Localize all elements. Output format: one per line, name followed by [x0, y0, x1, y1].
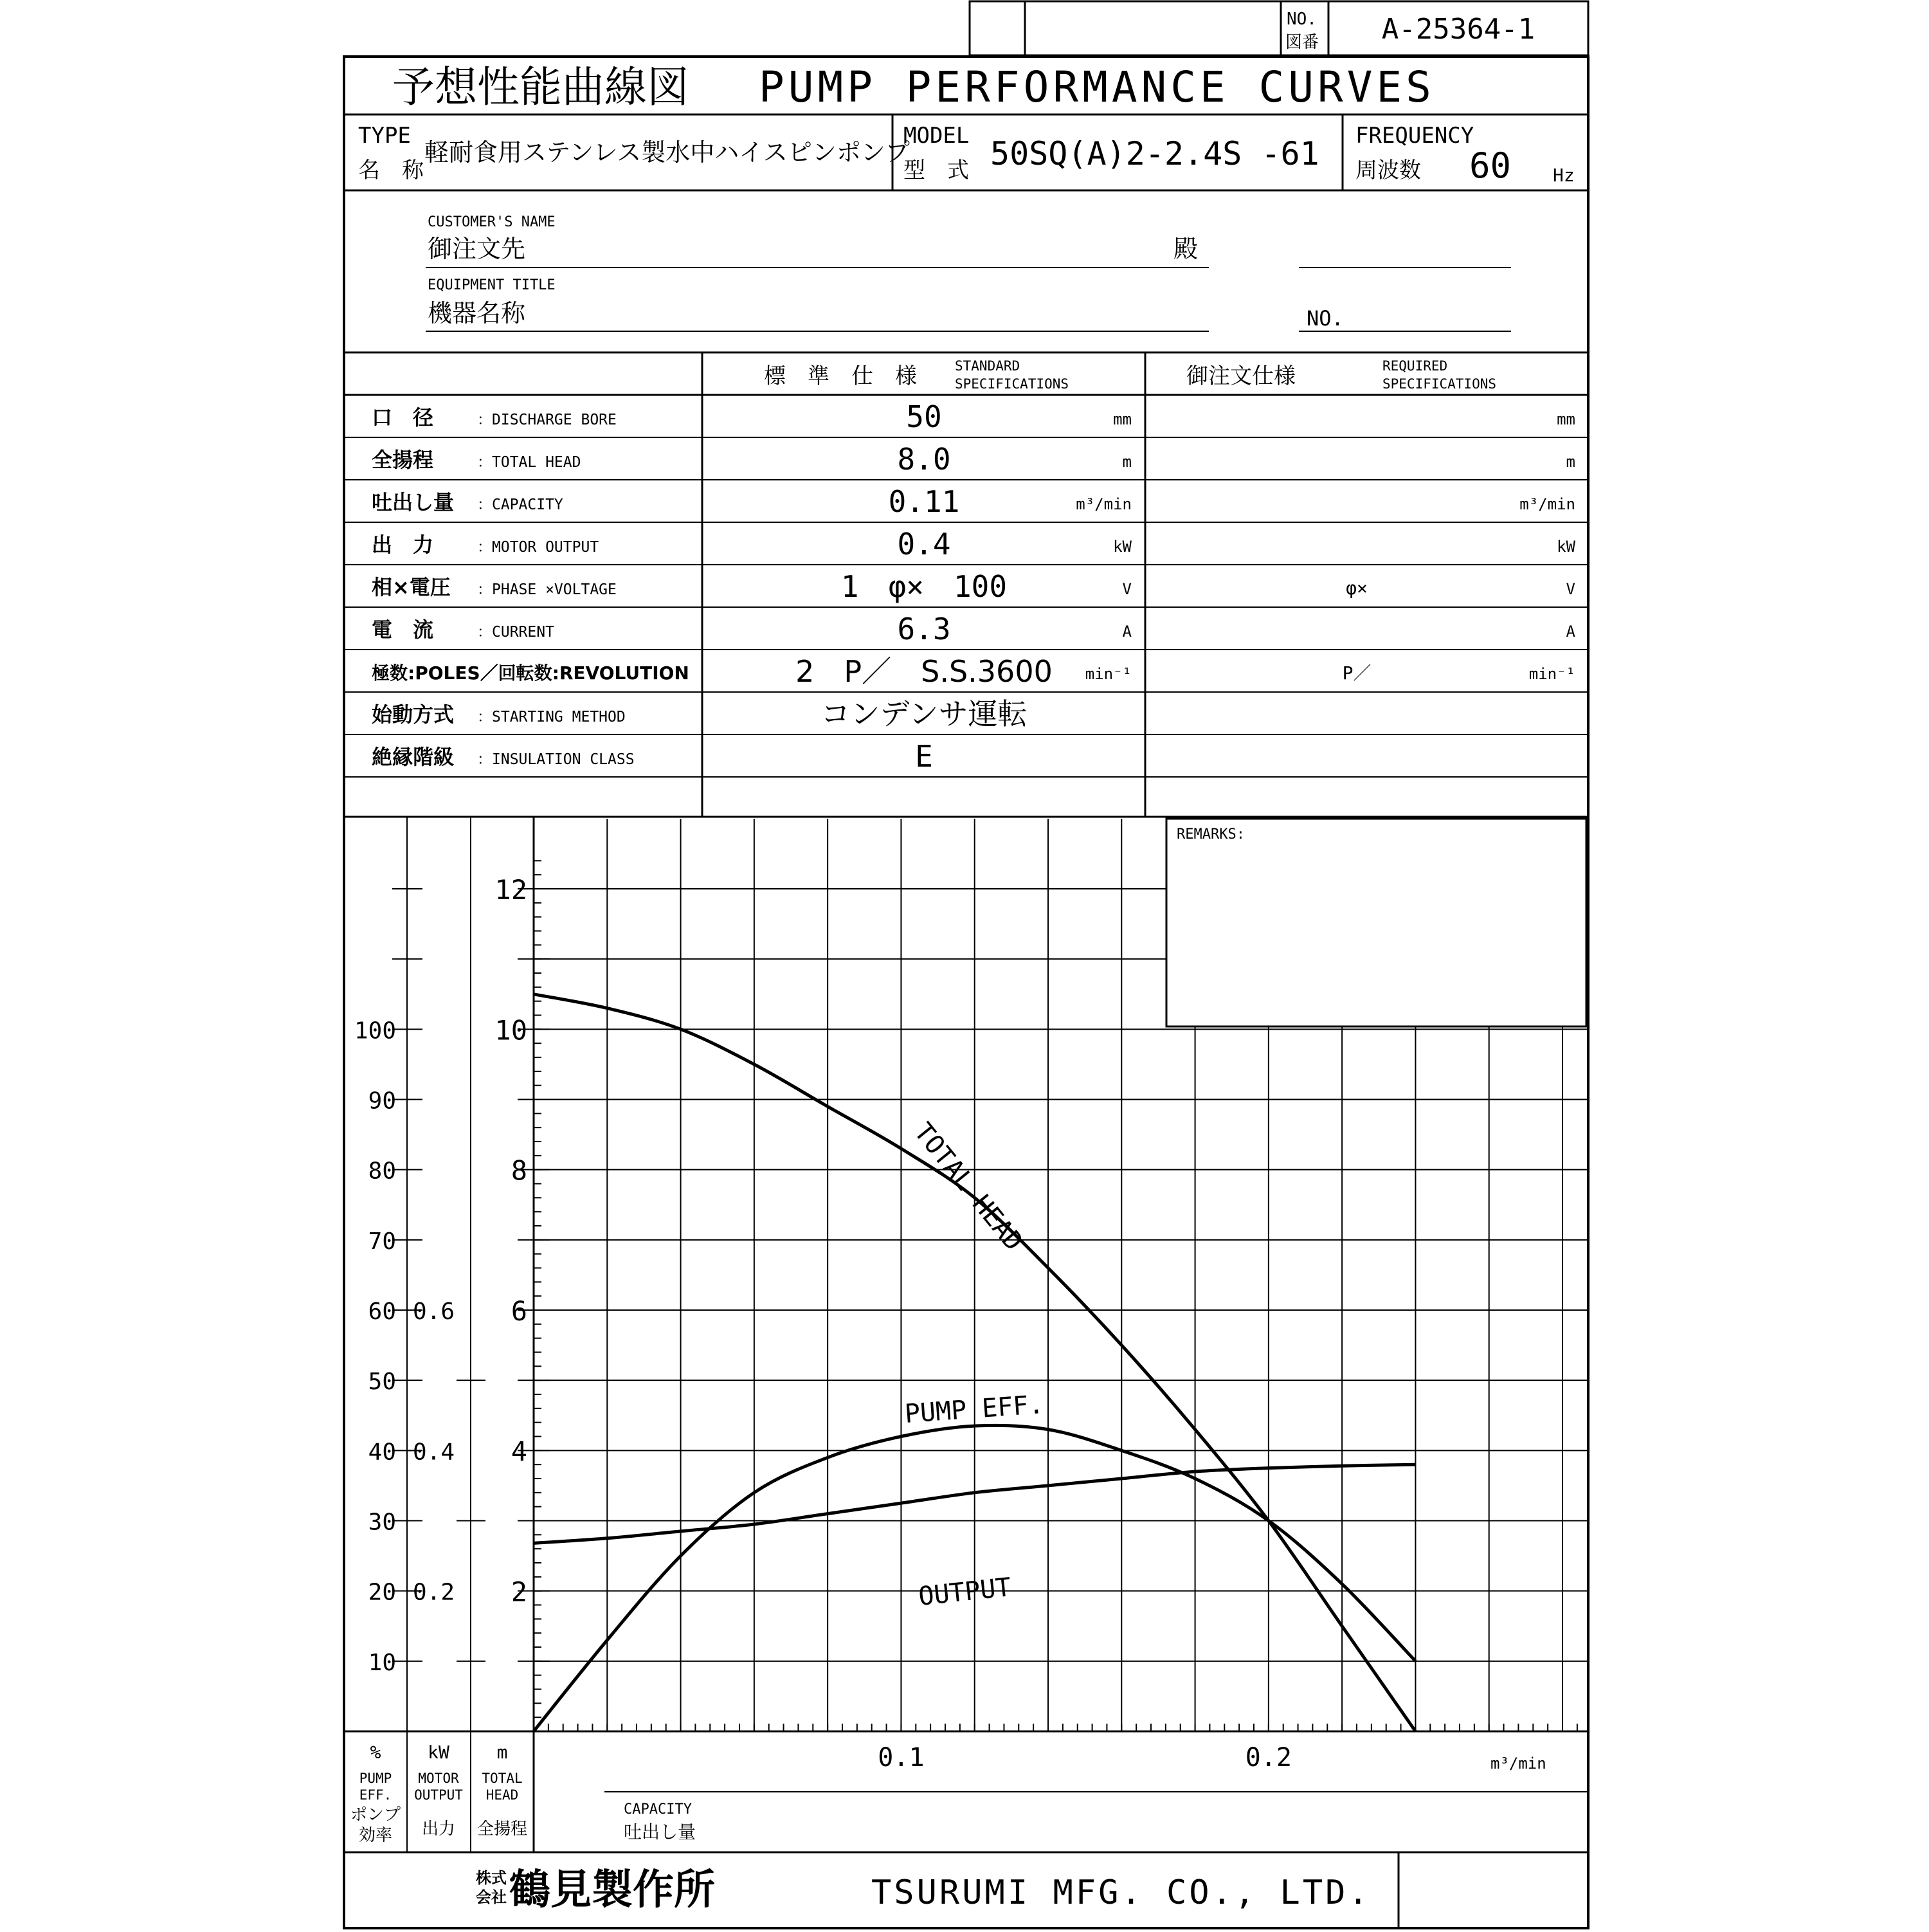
spec-label-en: ：DISCHARGE BORE	[477, 412, 617, 428]
head-tick-label: 10	[494, 1014, 527, 1046]
spec-required-unit: kW	[1557, 538, 1575, 556]
output-tick-label: 0.6	[413, 1299, 455, 1325]
output-tick-label: 0.2	[413, 1579, 455, 1606]
out-en-2: OUTPUT	[414, 1787, 463, 1803]
spec-label-jp: 口 径	[372, 405, 434, 430]
head-tick-label: 2	[511, 1576, 527, 1608]
eff-tick-label: 70	[368, 1228, 396, 1255]
spec-label-en: ：MOTOR OUTPUT	[477, 539, 599, 556]
spec-label-en: ：INSULATION CLASS	[477, 751, 635, 768]
eff-tick-label: 90	[368, 1088, 396, 1115]
standard-spec-en-2: SPECIFICATIONS	[955, 376, 1069, 392]
type-label-jp: 名 称	[358, 158, 424, 183]
spec-label-jp: 吐出し量	[372, 490, 455, 515]
spec-required-unit: A	[1566, 623, 1575, 641]
customer-honorific: 殿	[1173, 235, 1199, 263]
capacity-tick-label: 0.2	[1245, 1743, 1292, 1773]
title-en: PUMP PERFORMANCE CURVES	[759, 62, 1435, 112]
spec-standard-value: 6.3	[897, 612, 951, 646]
spec-label-en: ：PHASE ×VOLTAGE	[477, 581, 617, 598]
spec-row	[372, 527, 1576, 561]
spec-standard-value: 2 P／ S.S.3600	[795, 654, 1053, 689]
model-label-en: MODEL	[903, 123, 970, 149]
spec-standard-value: 0.11	[888, 484, 960, 519]
spec-label-jp: 極数:POLES／回転数:REVOLUTION	[372, 662, 689, 684]
spec-standard-unit: m³/min	[1076, 495, 1132, 513]
type-value: 軽耐食用ステンレス製水中ハイスピンポンプ	[424, 138, 910, 167]
spec-label-en: ：STARTING METHOD	[477, 709, 626, 725]
series-label: TOTAL HEAD	[908, 1117, 1029, 1257]
customer-label-jp: 御注文先	[428, 235, 526, 263]
spec-label-jp: 出 力	[372, 533, 434, 557]
spec-label-en: ：CURRENT	[477, 624, 554, 641]
spec-label-jp: 相×電圧	[372, 575, 451, 599]
eff-tick-label: 10	[368, 1649, 396, 1676]
capacity-label-jp: 吐出し量	[624, 1821, 696, 1843]
spec-row	[372, 739, 933, 774]
spec-standard-value: 8.0	[897, 442, 951, 477]
head-jp: 全揚程	[476, 1819, 528, 1839]
capacity-tick-label: 0.1	[878, 1743, 925, 1773]
spec-standard-unit: min⁻¹	[1085, 665, 1132, 683]
frequency-label-en: FREQUENCY	[1355, 123, 1474, 149]
head-en-2: HEAD	[485, 1787, 519, 1803]
standard-spec-en-1: STANDARD	[955, 358, 1020, 374]
eff-unit: %	[370, 1742, 381, 1763]
spec-required-value: φ×	[1346, 578, 1368, 599]
customer-label-en: CUSTOMER'S NAME	[428, 214, 556, 230]
spec-standard-value: E	[915, 739, 933, 774]
model-label-jp: 型 式	[903, 158, 969, 183]
no-label-jp: 図番	[1285, 33, 1319, 52]
spec-label-jp: 始動方式	[372, 702, 455, 727]
head-tick-label: 6	[511, 1295, 527, 1327]
spec-row	[372, 612, 1576, 646]
remarks-label: REMARKS:	[1177, 826, 1245, 843]
spec-row	[372, 697, 1028, 731]
company-jp-small-2: 会社	[476, 1888, 507, 1906]
spec-required-unit: m	[1566, 453, 1575, 471]
eff-jp-2: 効率	[358, 1826, 393, 1845]
equipment-no-label: NO.	[1307, 306, 1344, 331]
eff-en-1: PUMP	[359, 1771, 392, 1786]
spec-row	[372, 442, 1575, 477]
spec-label-en: ：TOTAL HEAD	[477, 454, 581, 471]
standard-spec-header: 標 準 仕 様	[764, 363, 917, 389]
company-en: TSURUMI MFG. CO., LTD.	[871, 1873, 1371, 1912]
eff-tick-label: 100	[354, 1017, 396, 1044]
spec-standard-unit: kW	[1113, 538, 1132, 556]
head-tick-label: 4	[511, 1435, 527, 1468]
spec-label-jp: 全揚程	[372, 448, 434, 472]
spec-label-jp: 絶縁階級	[372, 745, 455, 769]
spec-label-en: ：CAPACITY	[477, 497, 563, 513]
eff-tick-label: 60	[368, 1299, 396, 1325]
spec-standard-unit: m	[1122, 453, 1132, 471]
frequency-unit: Hz	[1553, 165, 1575, 186]
spec-row	[372, 484, 1575, 519]
spec-standard-value: コンデンサ運転	[820, 697, 1028, 731]
remarks-box	[1166, 819, 1586, 1026]
output-tick-label: 0.4	[413, 1439, 455, 1466]
frequency-value: 60	[1469, 145, 1512, 186]
spec-label-jp: 電 流	[372, 617, 434, 642]
company-jp: 鶴見製作所	[509, 1866, 715, 1914]
spec-required-unit: V	[1566, 580, 1575, 598]
company-jp-small-1: 株式	[476, 1869, 507, 1887]
spec-required-unit: min⁻¹	[1528, 665, 1575, 683]
out-unit: kW	[428, 1742, 449, 1763]
eff-tick-label: 30	[368, 1509, 396, 1536]
eff-tick-label: 40	[368, 1439, 396, 1466]
spec-table	[372, 399, 1576, 774]
equipment-label-en: EQUIPMENT TITLE	[428, 277, 556, 293]
spec-row	[372, 399, 1575, 434]
head-tick-label: 12	[494, 874, 527, 906]
spec-row	[372, 654, 1575, 689]
required-spec-header: 御注文仕様	[1186, 363, 1296, 389]
required-spec-en-1: REQUIRED	[1382, 358, 1448, 374]
head-tick-label: 8	[511, 1154, 527, 1187]
title-jp: 予想性能曲線図	[392, 62, 689, 112]
spec-standard-unit: A	[1122, 623, 1132, 641]
eff-tick-label: 20	[368, 1579, 396, 1606]
frequency-label-jp: 周波数	[1355, 158, 1421, 183]
spec-standard-unit: V	[1122, 580, 1132, 598]
no-label: NO.	[1287, 10, 1317, 29]
model-value: 50SQ(A)2-2.4S -61	[990, 135, 1319, 172]
spec-standard-value: 50	[906, 399, 942, 434]
out-jp: 出力	[421, 1819, 456, 1839]
drawing-number: A-25364-1	[1381, 13, 1535, 46]
series-label: OUTPUT	[917, 1572, 1013, 1612]
spec-standard-unit: mm	[1113, 410, 1132, 428]
capacity-unit: m³/min	[1490, 1754, 1546, 1773]
spec-required-unit: mm	[1557, 410, 1575, 428]
spec-standard-value: 1 φ× 100	[840, 569, 1008, 604]
type-label-en: TYPE	[358, 123, 411, 149]
spec-required-value: P／	[1342, 662, 1372, 684]
out-en-1: MOTOR	[418, 1771, 459, 1786]
capacity-label-en: CAPACITY	[624, 1801, 692, 1818]
spec-required-unit: m³/min	[1519, 495, 1575, 513]
equipment-label-jp: 機器名称	[428, 299, 526, 327]
spec-standard-value: 0.4	[897, 527, 951, 561]
required-spec-en-2: SPECIFICATIONS	[1382, 376, 1497, 392]
spec-row	[372, 569, 1575, 604]
eff-en-2: EFF.	[359, 1787, 392, 1803]
eff-tick-label: 50	[368, 1369, 396, 1396]
head-en-1: TOTAL	[482, 1771, 523, 1786]
eff-jp-1: ポンプ	[350, 1805, 401, 1825]
series-label: PUMP EFF.	[903, 1389, 1045, 1429]
eff-tick-label: 80	[368, 1158, 396, 1185]
head-unit: m	[496, 1742, 508, 1763]
